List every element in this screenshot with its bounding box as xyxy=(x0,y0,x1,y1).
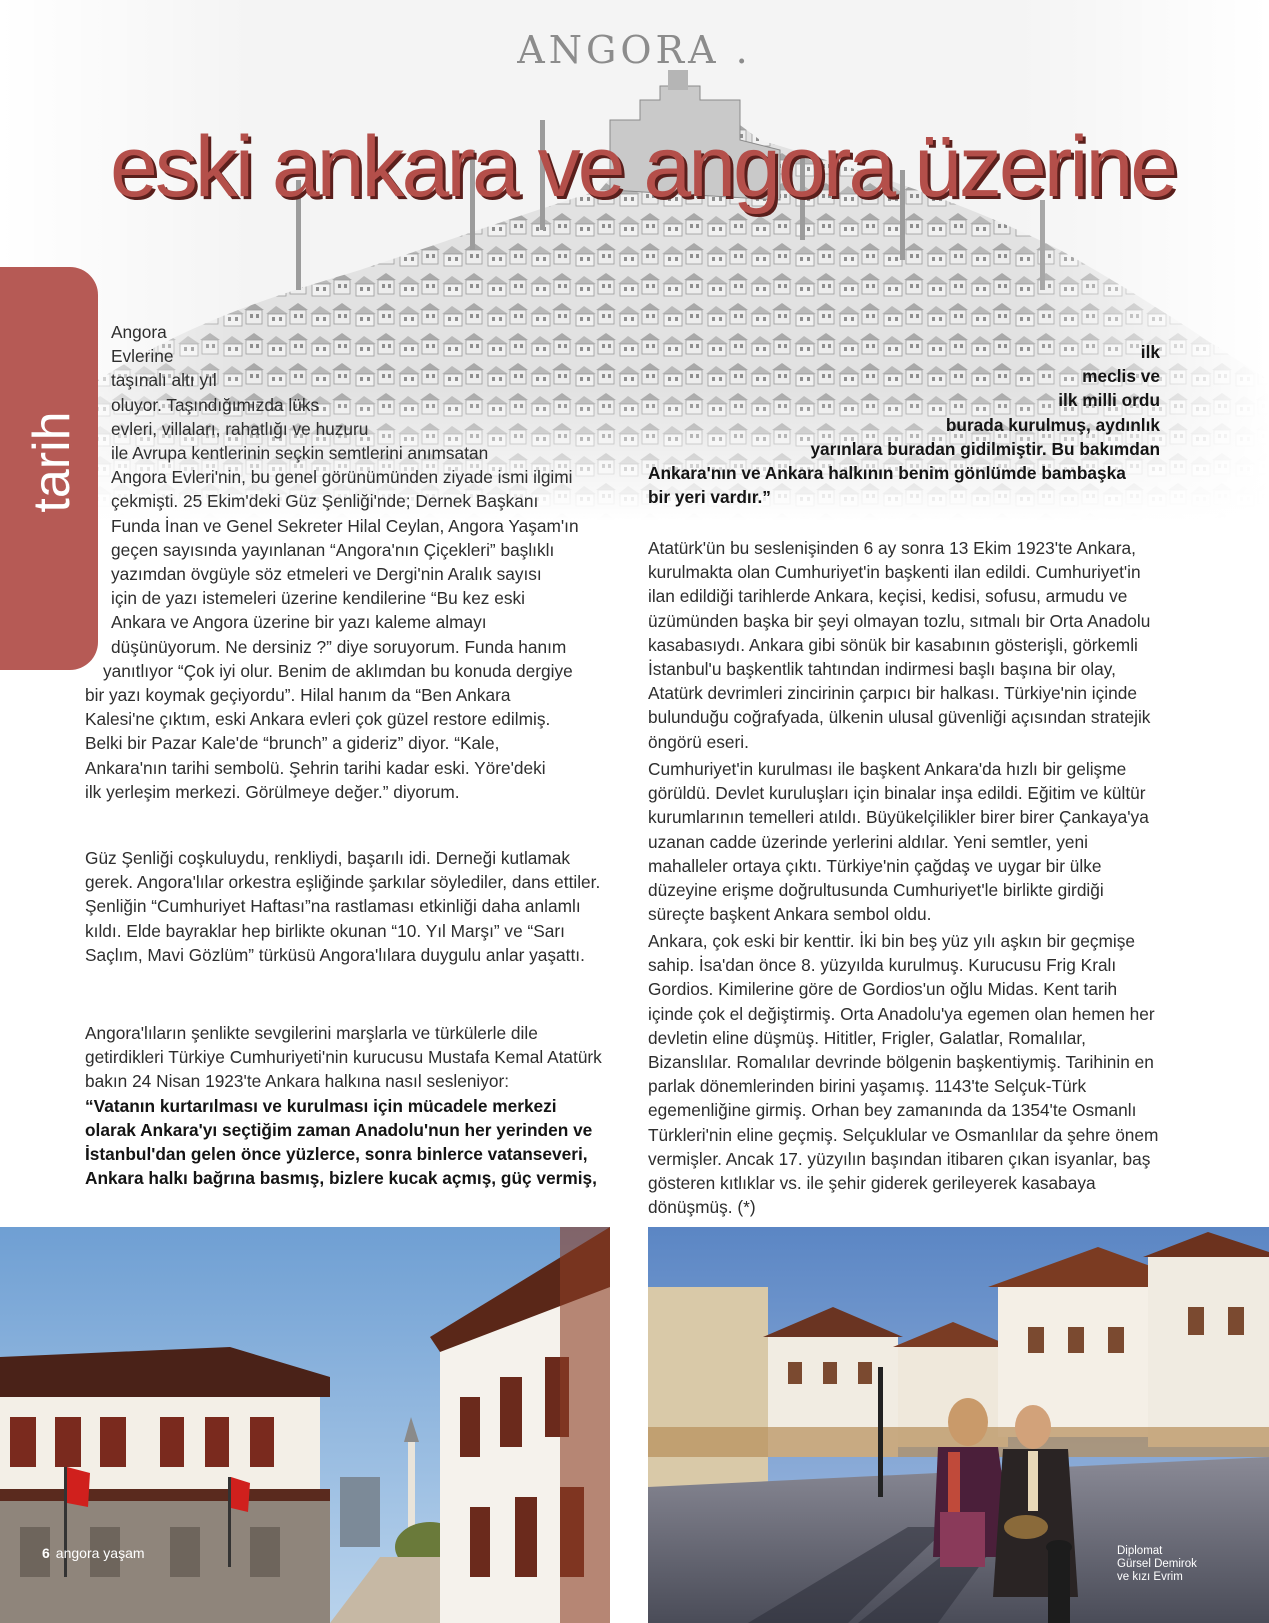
intro-line: bir yazı koymak geçiyordu”. Hilal hanım da “Ben Ankara xyxy=(85,685,511,706)
intro-line: çekmişti. 25 Ekim'deki Güz Şenliği'nde; Dernek Başkanı xyxy=(111,491,539,512)
quote-line: ilk milli ordu xyxy=(1058,390,1160,411)
paragraph-text: Cumhuriyet'in kurulması ile başkent Ankara'da hızlı bir gelişme görüldü. Devlet kuruluşları için binalar inşa edildi. Eğitim ve kültür kurumlarının temelleri atıldı. Büyükelçilikler birer birer Çankaya'ya uzanan cadde üzerinde yerlerini aldılar. Yeni semtler, yeni mahalleler ortaya çıktı. Türkiye'nin çağdaş ve uygar bir ülke düzeyine erişme doğrultusunda Cumhuriyet'le birlikte girdiği süreçte başkent Ankara sembol oldu. xyxy=(648,759,1149,925)
photo-angora-houses xyxy=(0,1227,610,1623)
paragraph-text: Ankara, çok eski bir kenttir. İki bin beş yüz yılı aşkın bir geçmişe sahip. İsa'dan önce 8. yüzyılda kurulmuş. Kurucusu Frig Kralı Gordios. Kimilerine göre de Gordios'un oğlu Midas. Kent tarih içinde çok el değiştirmiş. Orta Anadolu'ya egemen olan hemen her devletin eline düşmüş. Hititler, Frigler, Galatlar, Romalılar, Bizanslılar. Romalılar devrinde bölgenin başkentiymiş. Tarihinin en parlak dönemlerinden birini yaşamış. 1143'te Selçuk-Türk egemenliğine girmiş. Orhan bey zamanında da 1354'te Osmanlı Türkleri'nin eline geçmiş. Selçuklular ve Osmanlılar da şehre önem vermişler. Ancak 17. yüzyılın başından itibaren çıkan isyanlar, baş gösteren kıtlıklar vs. ile şehir giderek gerileyerek kasabaya dönüşmüş. (*) xyxy=(648,931,1159,1218)
intro-line: evleri, villaları, rahatlığı ve huzuru xyxy=(111,418,369,439)
paragraph-ataturk xyxy=(85,1021,610,1190)
intro-line: Belki bir Pazar Kale'de “brunch” a gideriz” diyor. “Kale, xyxy=(85,733,500,754)
intro-line: Ankara ve Angora üzerine bir yazı kaleme almayı xyxy=(111,612,487,633)
paragraph-development xyxy=(648,757,1163,926)
page-footer xyxy=(42,1545,145,1561)
houses-street-photo xyxy=(0,1227,610,1623)
intro-line: yanıtlıyor “Çok iyi olur. Benim de aklımdan bu konuda dergiye xyxy=(103,660,573,681)
caption-line: Gürsel Demirok xyxy=(1117,1558,1197,1570)
intro-paragraph xyxy=(0,320,620,804)
quote-line: ilk xyxy=(1140,342,1160,362)
map-label: ANGORA . xyxy=(517,28,752,72)
intro-line: taşınalı altı yıl xyxy=(111,370,217,391)
quote-line: bir yeri vardır.” xyxy=(648,487,771,508)
intro-line: Ankara'nın tarihi sembolü. Şehrin tarihi kadar eski. Yöre'deki xyxy=(85,757,546,778)
intro-line: Evlerine xyxy=(111,346,174,367)
paragraph-capital xyxy=(648,536,1163,754)
paragraph-text: Atatürk'ün bu seslenişinden 6 ay sonra 13 Ekim 1923'te Ankara, kurulmakta olan Cumhuriyet'in başkenti ilan edildi. Cumhuriyet'in ilan edildiği tarihlerde Ankara, keçisi, kedisi, sofusu, armudu ve üzümünden başka bir şeyi olmayan tozlu, sıtmalı bir Orta Anadolu kasabasıydı. Ankara gibi sönük bir kasabının gösterişli, görkemli İstanbul'u başkentlik tahtından indirmesi başlı başına bir olay, Atatürk devrimleri zincirinin çarpıcı bir halkası. Türkiye'nin içinde bulunduğu coğrafyada, ülkenin ulusal güvenliği açısından stratejik öngörü eseri. xyxy=(648,538,1151,752)
paragraph-festival xyxy=(85,846,610,967)
intro-line: düşünüyorum. Ne dersiniz ?” diye soruyorum. Funda hanım xyxy=(111,636,567,657)
page-title: eski ankara ve angora üzerine xyxy=(110,119,1176,215)
quote-start: “Vatanın kurtarılması ve kurulması için mücadele merkezi olarak Ankara'yı seçtiğim zaman Anadolu'nun her yerinden ve İstanbul'dan gelen önce yüzlerce, sonra binlerce vatanseveri, Ankara halkı bağrına basmış, bizlere kucak açmış, güç vermiş, xyxy=(85,1095,597,1189)
page-number: 6 xyxy=(42,1545,50,1561)
intro-line: için de yazı istemeleri üzerine kendilerine “Bu kez eski xyxy=(111,588,525,609)
quote-end xyxy=(640,340,1160,461)
intro-line: geçen sayısında yayınlanan “Angora'nın Çiçekleri” başlıklı xyxy=(111,539,555,560)
quote-end-tail xyxy=(648,461,1168,509)
photo-caption xyxy=(1117,1545,1197,1584)
quote-line: yarınlara buradan gidilmiştir. Bu bakımdan xyxy=(810,438,1160,459)
quote-line: burada kurulmuş, aydınlık xyxy=(945,414,1160,435)
quote-line: Ankara'nın ve Ankara halkının benim gönlümde bambaşka xyxy=(648,463,1126,483)
section-tab-label: tarih xyxy=(23,411,81,513)
paragraph-history xyxy=(648,929,1163,1219)
intro-line: oluyor. Taşındığımızda lüks xyxy=(111,394,320,415)
quote-line: meclis ve xyxy=(1082,366,1160,387)
intro-line: ilk yerleşim merkezi. Görülmeye değer.” diyorum. xyxy=(85,781,460,802)
caption-line: Diplomat xyxy=(1117,1545,1163,1557)
intro-line: Kalesi'ne çıktım, eski Ankara evleri çok güzel restore edilmiş. xyxy=(85,709,551,730)
intro-line: ile Avrupa kentlerinin seçkin semtlerini anımsatan xyxy=(111,443,489,464)
paragraph-text: Güz Şenliği coşkuluydu, renkliydi, başarılı idi. Derneği kutlamak gerek. Angora'lılar orkestra eşliğinde şarkılar söylediler, dans ettiler. Şenliğin “Cumhuriyet Haftası”na rastlaması etkinliği daha anlamlı kıldı. Elde bayraklar hep birlikte okunan “10. Yıl Marşı” ve “Sarı Saçlım, Mavi Gözlüm” türküsü Angora'lılara duygulu anlar yaşattı. xyxy=(85,848,601,965)
magazine-name: angora yaşam xyxy=(55,1545,145,1561)
caption-line: ve kızı Evrim xyxy=(1117,1571,1183,1583)
intro-line: Funda İnan ve Genel Sekreter Hilal Ceylan, Angora Yaşam'ın xyxy=(111,515,579,536)
paragraph-text: Angora'lıların şenlikte sevgilerini marşlarla ve türkülerle dile getirdikleri Türkiye Cumhuriyeti'nin kurucusu Mustafa Kemal Atatürk bakın 24 Nisan 1923'te Ankara halkına nasıl sesleniyor: xyxy=(85,1023,602,1092)
intro-line: Angora Evleri'nin, bu genel görünümünden ziyade ismi ilgimi xyxy=(111,467,573,488)
intro-line: yazımdan övgüyle söz etmeleri ve Dergi'nin Aralık sayısı xyxy=(111,564,542,585)
intro-line: Angora xyxy=(111,322,167,342)
